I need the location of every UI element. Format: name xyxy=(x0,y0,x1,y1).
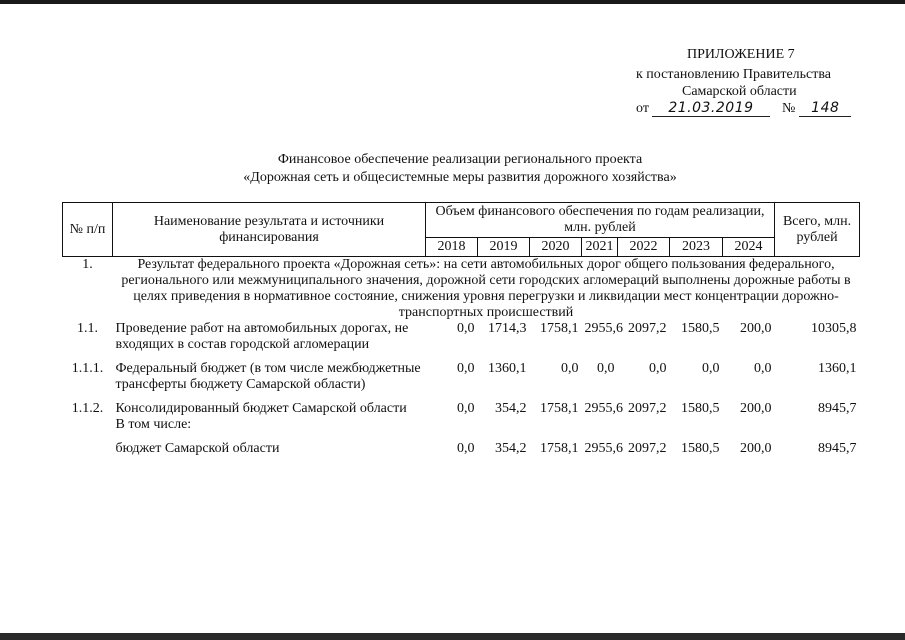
year-2024: 2024 xyxy=(723,238,775,257)
value-2024: 0,0 xyxy=(754,361,772,376)
table-row xyxy=(63,321,860,353)
scan-bottom-edge xyxy=(0,633,905,640)
value-2020: 0,0 xyxy=(561,361,579,376)
row-no: 1.1. xyxy=(77,321,98,336)
row-no: 1.1.1. xyxy=(71,361,104,376)
value-2022: 2097,2 xyxy=(628,441,667,456)
section-no: 1. xyxy=(82,257,93,272)
row-name-cell xyxy=(113,401,426,433)
value-2020: 1758,1 xyxy=(540,401,579,416)
value-2021: 2955,6 xyxy=(584,441,623,456)
value-total: 10305,8 xyxy=(811,321,857,336)
header-volume: Объем финансового обеспечения по годам реализации, млн. рублей xyxy=(426,203,775,238)
value-2019: 354,2 xyxy=(495,441,527,456)
value-2019: 1360,1 xyxy=(488,361,527,376)
value-total: 8945,7 xyxy=(818,401,857,416)
scan-top-edge xyxy=(0,0,905,4)
value-2020: 1758,1 xyxy=(540,441,579,456)
year-2023: 2023 xyxy=(670,238,723,257)
value-2022: 2097,2 xyxy=(628,401,667,416)
row-no: 1.1.2. xyxy=(71,401,104,416)
section-text: Результат федерального проекта «Дорожная сеть»: на сети автомобильных дорог общего пользования федерального, регионального или межмуниципального значения, дорожной сети городских агломераций выполнены дорожные работы в целях приведения в нормативное состояние, снижения уровня перегрузки и ликвидации мест концентрации дорожно-транспортных происшествий xyxy=(121,257,851,320)
document-title-line1: Финансовое обеспечение реализации регионального проекта xyxy=(277,152,643,167)
date-prefix: от xyxy=(636,101,649,116)
header-no: № п/п xyxy=(63,203,113,257)
year-2020: 2020 xyxy=(530,238,582,257)
value-2018: 0,0 xyxy=(457,441,475,456)
appendix-line2: Самарской области xyxy=(682,84,797,99)
value-2024: 200,0 xyxy=(740,441,772,456)
value-2019: 354,2 xyxy=(495,401,527,416)
value-total: 8945,7 xyxy=(818,441,857,456)
value-2022: 2097,2 xyxy=(628,321,667,336)
row-name: Федеральный бюджет (в том числе межбюджетные трансферты бюджету Самарской области) xyxy=(115,361,421,392)
row-no xyxy=(63,441,113,457)
row-name: бюджет Самарской области xyxy=(115,441,280,456)
header-total: Всего, млн. рублей xyxy=(775,203,860,257)
value-2021: 2955,6 xyxy=(584,321,623,336)
document-title xyxy=(200,151,720,187)
value-2023: 0,0 xyxy=(702,361,720,376)
value-2021: 0,0 xyxy=(597,361,615,376)
document-title-line2: «Дорожная сеть и общесистемные меры развития дорожного хозяйства» xyxy=(243,170,677,185)
table-row xyxy=(63,361,860,393)
value-2018: 0,0 xyxy=(457,361,475,376)
row-spacer xyxy=(63,353,860,361)
table-row xyxy=(63,441,860,457)
handwritten-date: 21.03.2019 xyxy=(652,100,770,117)
value-2018: 0,0 xyxy=(457,321,475,336)
appendix-title: ПРИЛОЖЕНИЕ 7 xyxy=(687,47,795,62)
value-2023: 1580,5 xyxy=(681,441,720,456)
year-2019: 2019 xyxy=(478,238,530,257)
value-2023: 1580,5 xyxy=(681,401,720,416)
value-2024: 200,0 xyxy=(740,401,772,416)
value-2021: 2955,6 xyxy=(584,401,623,416)
row-note: В том числе: xyxy=(115,417,192,432)
year-2018: 2018 xyxy=(426,238,478,257)
table-header xyxy=(63,203,860,257)
value-2018: 0,0 xyxy=(457,401,475,416)
header-name: Наименование результата и источники финансирования xyxy=(113,203,426,257)
table-row xyxy=(63,401,860,433)
value-total: 1360,1 xyxy=(818,361,857,376)
value-2022: 0,0 xyxy=(649,361,667,376)
year-2022: 2022 xyxy=(618,238,670,257)
section-row xyxy=(63,257,860,322)
appendix-signature-row xyxy=(636,100,851,117)
row-spacer xyxy=(63,393,860,401)
year-2021: 2021 xyxy=(582,238,618,257)
value-2019: 1714,3 xyxy=(488,321,527,336)
row-spacer xyxy=(63,433,860,441)
number-label: № xyxy=(781,101,796,116)
value-2020: 1758,1 xyxy=(540,321,579,336)
appendix-line1: к постановлению Правительства xyxy=(636,67,832,82)
financing-table xyxy=(62,202,860,457)
value-2024: 200,0 xyxy=(740,321,772,336)
row-name: Консолидированный бюджет Самарской области xyxy=(115,401,407,416)
handwritten-number: 148 xyxy=(799,100,851,117)
row-name: Проведение работ на автомобильных дорогах, не входящих в состав городской агломерации xyxy=(115,321,409,352)
value-2023: 1580,5 xyxy=(681,321,720,336)
